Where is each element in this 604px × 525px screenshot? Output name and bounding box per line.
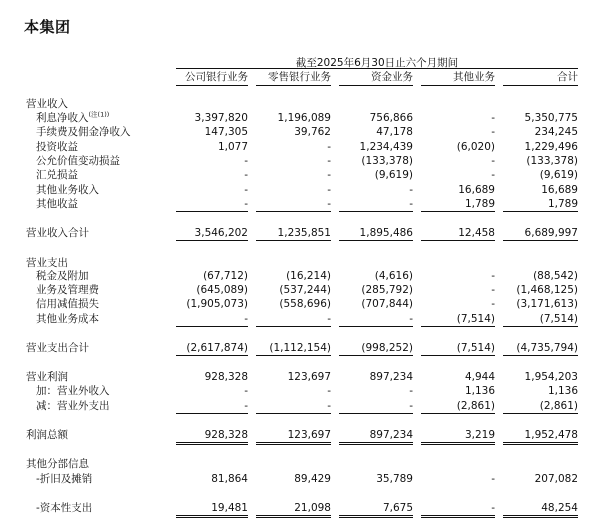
table-row (0, 399, 604, 414)
table-cell: - (491, 473, 495, 485)
table-cell: 81,864 (211, 473, 248, 485)
table-cell: - (491, 169, 495, 181)
subtotal-underline (503, 240, 578, 241)
subtotal-underline (503, 326, 578, 327)
table-row (0, 341, 604, 356)
document-title: 本集团 (24, 18, 71, 36)
subtotal-underline (176, 413, 248, 414)
row-label-text: 其他业务收入 (36, 184, 99, 196)
row-label-text: 利润总额 (26, 429, 68, 441)
column-header-corporate: 公司银行业务 (185, 71, 248, 83)
total-double-underline (256, 515, 331, 518)
row-label (36, 269, 89, 284)
table-cell: 4,944 (464, 371, 495, 383)
table-cell: (558,696) (279, 298, 331, 310)
total-double-underline (421, 442, 495, 445)
row-label-text: 税金及附加 (36, 270, 89, 282)
table-cell: 897,234 (369, 371, 413, 383)
column-header-underline (339, 85, 413, 86)
table-cell: (285,792) (361, 284, 413, 296)
table-cell: - (409, 385, 413, 397)
total-double-underline (421, 515, 495, 518)
table-cell: 5,350,775 (524, 112, 578, 124)
table-cell: 39,762 (294, 126, 331, 138)
table-cell: 897,234 (369, 429, 413, 441)
row-label (26, 457, 89, 472)
row-label (36, 472, 92, 487)
table-cell: (1,112,154) (269, 342, 331, 354)
table-cell: - (244, 184, 248, 196)
column-header-underline (503, 85, 578, 86)
table-cell: - (409, 198, 413, 210)
row-label-text: 营业收入合计 (26, 227, 89, 239)
table-cell: (3,171,613) (516, 298, 578, 310)
row-label (36, 183, 99, 198)
table-cell: - (244, 400, 248, 412)
table-cell: 7,675 (382, 502, 413, 514)
subtotal-underline (176, 326, 248, 327)
table-cell: 1,895,486 (359, 227, 413, 239)
table-row (0, 428, 604, 443)
table-row (0, 154, 604, 169)
table-cell: - (491, 126, 495, 138)
column-header-underline (421, 85, 495, 86)
subtotal-underline (421, 211, 495, 212)
table-cell: 21,098 (294, 502, 331, 514)
row-label-text: -资本性支出 (36, 502, 93, 514)
row-label (36, 283, 99, 298)
table-row (0, 472, 604, 487)
table-cell: 1,077 (217, 141, 248, 153)
subtotal-underline (421, 326, 495, 327)
table-cell: (133,378) (361, 155, 413, 167)
row-label-text: 营业利润 (26, 371, 68, 383)
subtotal-underline (421, 355, 495, 356)
table-cell: 234,245 (534, 126, 578, 138)
table-cell: 1,229,496 (524, 141, 578, 153)
row-label-text: 营业支出 (26, 257, 68, 269)
table-cell: - (244, 169, 248, 181)
row-label (36, 111, 109, 126)
table-cell: (4,735,794) (516, 342, 578, 354)
table-cell: - (327, 169, 331, 181)
table-cell: - (491, 112, 495, 124)
table-cell: (67,712) (203, 270, 248, 282)
row-note: (注(1)) (88, 110, 110, 119)
total-double-underline (256, 442, 331, 445)
table-row (0, 183, 604, 198)
table-cell: (4,616) (374, 270, 413, 282)
table-cell: (2,617,874) (186, 342, 248, 354)
row-label (36, 125, 131, 140)
subtotal-underline (503, 211, 578, 212)
table-cell: 1,954,203 (524, 371, 578, 383)
table-row (0, 384, 604, 399)
total-double-underline (339, 515, 413, 518)
subtotal-underline (256, 355, 331, 356)
subtotal-underline (256, 240, 331, 241)
row-label-text: 信用减值损失 (36, 298, 99, 310)
table-cell: - (244, 385, 248, 397)
table-cell: - (491, 502, 495, 514)
subtotal-underline (256, 326, 331, 327)
row-label-text: 汇兑损益 (36, 169, 78, 181)
table-row (0, 168, 604, 183)
table-row (0, 501, 604, 516)
table-cell: (537,244) (279, 284, 331, 296)
table-cell: - (409, 400, 413, 412)
row-label-text: 营业支出合计 (26, 342, 89, 354)
row-label-text: 手续费及佣金净收入 (36, 126, 131, 138)
table-cell: - (327, 198, 331, 210)
table-cell: (1,905,073) (186, 298, 248, 310)
table-cell: - (327, 184, 331, 196)
table-row (0, 297, 604, 312)
row-label (36, 399, 110, 414)
row-label-text: 其他分部信息 (26, 458, 89, 470)
row-label (26, 370, 68, 385)
subtotal-underline (503, 413, 578, 414)
table-cell: - (244, 198, 248, 210)
table-cell: 12,458 (458, 227, 495, 239)
row-label-text: 利息净收入 (36, 112, 89, 124)
table-cell: - (409, 184, 413, 196)
table-cell: (9,619) (539, 169, 578, 181)
subtotal-underline (256, 211, 331, 212)
table-cell: (6,020) (456, 141, 495, 153)
column-header-retail: 零售银行业务 (268, 71, 331, 83)
table-row (0, 197, 604, 212)
table-cell: (88,542) (533, 270, 578, 282)
table-cell: (7,514) (539, 313, 578, 325)
table-cell: 207,082 (534, 473, 578, 485)
table-cell: - (491, 270, 495, 282)
row-label-text: 投资收益 (36, 141, 78, 153)
table-cell: 16,689 (458, 184, 495, 196)
total-double-underline (503, 442, 578, 445)
table-cell: 1,196,089 (277, 112, 331, 124)
subtotal-underline (176, 240, 248, 241)
period-heading: 截至2025年6月30日止六个月期间 (295, 57, 459, 69)
row-label (36, 297, 99, 312)
table-cell: (7,514) (456, 342, 495, 354)
table-cell: - (327, 385, 331, 397)
table-cell: 47,178 (376, 126, 413, 138)
table-cell: 6,689,997 (524, 227, 578, 239)
table-cell: 928,328 (204, 429, 248, 441)
row-label (26, 341, 89, 356)
row-label (36, 154, 120, 169)
column-header-underline (176, 85, 248, 86)
table-cell: 928,328 (204, 371, 248, 383)
row-label-text: 其他业务成本 (36, 313, 99, 325)
table-cell: 1,234,439 (359, 141, 413, 153)
table-cell: 123,697 (287, 429, 331, 441)
table-cell: (707,844) (361, 298, 413, 310)
table-cell: - (327, 141, 331, 153)
row-label (36, 501, 92, 516)
table-cell: 1,136 (547, 385, 578, 397)
row-label (36, 168, 78, 183)
table-cell: 3,546,202 (194, 227, 248, 239)
table-cell: (2,861) (539, 400, 578, 412)
table-cell: 1,136 (464, 385, 495, 397)
table-cell: 16,689 (541, 184, 578, 196)
table-cell: - (244, 313, 248, 325)
table-cell: - (409, 313, 413, 325)
table-cell: 89,429 (294, 473, 331, 485)
table-row (0, 283, 604, 298)
table-cell: (1,468,125) (516, 284, 578, 296)
row-label (26, 97, 68, 112)
table-cell: - (491, 284, 495, 296)
row-label-text: 公允价值变动损益 (36, 155, 120, 167)
table-row (0, 269, 604, 284)
subtotal-underline (421, 413, 495, 414)
table-cell: 1,789 (547, 198, 578, 210)
row-label-text: 减：营业外支出 (36, 400, 110, 412)
row-label (36, 384, 110, 399)
table-row (0, 111, 604, 126)
row-label (26, 428, 68, 443)
column-header-total: 合计 (557, 71, 578, 83)
table-cell: 48,254 (541, 502, 578, 514)
subtotal-underline (339, 355, 413, 356)
row-label-text: 加：营业外收入 (36, 385, 110, 397)
table-cell: (9,619) (374, 169, 413, 181)
column-header-underline (256, 85, 331, 86)
total-double-underline (176, 515, 248, 518)
table-cell: (645,089) (196, 284, 248, 296)
subtotal-underline (339, 413, 413, 414)
table-cell: (998,252) (361, 342, 413, 354)
table-cell: (7,514) (456, 313, 495, 325)
table-row (0, 457, 604, 472)
table-cell: - (327, 400, 331, 412)
table-row (0, 312, 604, 327)
total-double-underline (503, 515, 578, 518)
subtotal-underline (503, 355, 578, 356)
table-cell: - (491, 298, 495, 310)
table-cell: 19,481 (211, 502, 248, 514)
total-double-underline (176, 442, 248, 445)
table-cell: - (491, 155, 495, 167)
subtotal-underline (339, 211, 413, 212)
table-cell: (133,378) (526, 155, 578, 167)
table-row (0, 370, 604, 385)
row-label-text: 其他收益 (36, 198, 78, 210)
table-row (0, 140, 604, 155)
row-label (36, 312, 99, 327)
table-cell: - (327, 313, 331, 325)
table-cell: 756,866 (369, 112, 413, 124)
total-double-underline (339, 442, 413, 445)
table-cell: (2,861) (456, 400, 495, 412)
table-cell: 3,219 (464, 429, 495, 441)
subtotal-underline (339, 326, 413, 327)
table-cell: - (327, 155, 331, 167)
table-row (0, 125, 604, 140)
row-label (36, 140, 78, 155)
table-cell: 1,235,851 (277, 227, 331, 239)
row-label-text: 营业收入 (26, 98, 68, 110)
row-label-text: -折旧及摊销 (36, 473, 93, 485)
subtotal-underline (176, 355, 248, 356)
period-underline (176, 68, 578, 69)
table-cell: 1,789 (464, 198, 495, 210)
row-label-text: 业务及管理费 (36, 284, 99, 296)
subtotal-underline (256, 413, 331, 414)
row-label (26, 226, 89, 241)
table-cell: (16,214) (286, 270, 331, 282)
subtotal-underline (339, 240, 413, 241)
table-cell: - (244, 155, 248, 167)
column-header-treasury: 资金业务 (371, 71, 413, 83)
table-cell: 1,952,478 (524, 429, 578, 441)
table-row (0, 226, 604, 241)
subtotal-underline (421, 240, 495, 241)
subtotal-underline (176, 211, 248, 212)
column-header-other: 其他业务 (453, 71, 495, 83)
table-cell: 147,305 (204, 126, 248, 138)
row-label (36, 197, 78, 212)
table-cell: 35,789 (376, 473, 413, 485)
table-cell: 3,397,820 (194, 112, 248, 124)
table-cell: 123,697 (287, 371, 331, 383)
